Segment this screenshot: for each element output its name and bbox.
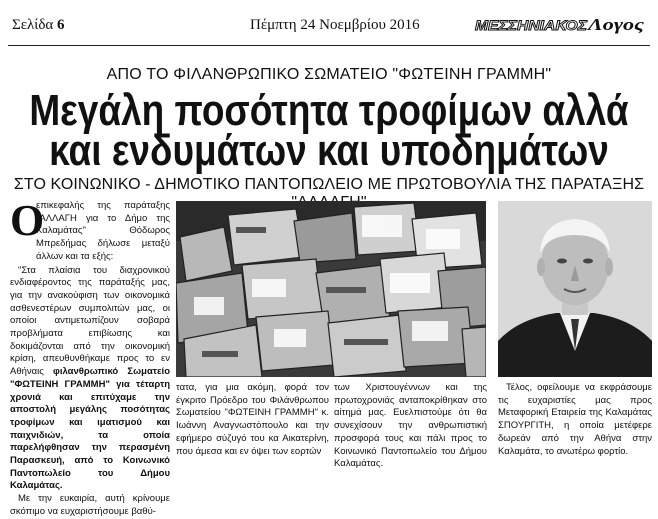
page-indicator bbox=[12, 17, 65, 34]
supertitle: ΑΠΟ ΤΟ ΦΙΛΑΝΘΡΩΠΙΚΟ ΣΩΜΑΤΕΙΟ "ΦΩΤΕΙΝΗ ΓΡΑΜΜΗ" bbox=[106, 66, 552, 83]
body-text-1-bold: φιλανθρωπικό Σωματείο "ΦΩΤΕΙΝΗ ΓΡΑΜΜΗ" για τέταρτη χρονιά και επιτύχαμε την αποστολή μεγάλης ποσότητας τροφίμων και ιματισμού και παιχνιδιών, τα οποία παρελήφθησαν την περασμένη Παρασκευή, από το Κοινωνικό Παντοπωλείο του Δήμου Καλαμάτας. bbox=[10, 366, 170, 492]
body-paragraph-2: Με την ευκαιρία, αυτή κρίνουμε σκόπιμο να ευχαριστήσουμε βαθύ- bbox=[10, 493, 170, 517]
body-paragraph-1 bbox=[10, 265, 170, 494]
newspaper-logo bbox=[474, 14, 646, 34]
logo-name-solid: Λογος bbox=[586, 15, 645, 34]
body-text-1: "Στα πλαίσια του διαχρονικού ενδιαφέροντος της παράταξής μας, για την ανακούφιση των οικονομικά ασθενεστέρων συμπολιτών μας, οι οποίοι αντιμετωπίζουν σοβαρά προβλήματα επιβίωσης και δοκιμάζονται από την οικονομική κρίση, απευθυνθήκαμε προς το εν Αθήναις bbox=[10, 264, 170, 378]
article-column-2 bbox=[176, 382, 329, 458]
article-column-1 bbox=[10, 196, 170, 519]
subtitle: ΣΤΟ ΚΟΙΝΩΝΙΚΟ - ΔΗΜΟΤΙΚΟ ΠΑΝΤΟΠΩΛΕΙΟ ΜΕ ΠΡΩΤΟΒΟΥΛΙΑ ΤΗΣ ΠΑΡΑΤΑΞΗΣ bbox=[13, 176, 645, 193]
lead-text: επικεφαλής της παράταξης "ΑΛΛΑΓΗ για το Δήμο της Καλαμάτας" Θόδωρος Μπρεδήμας δήλωσε μεταξύ άλλων και τα εξής: bbox=[36, 200, 170, 262]
boxes-photo bbox=[176, 201, 486, 377]
portrait-photo bbox=[498, 201, 652, 377]
page-number: 6 bbox=[57, 17, 65, 33]
headline-line-2: και ενδυμάτων και υποδημάτων bbox=[49, 126, 609, 175]
headline-line-1: Μεγάλη ποσότητα τροφίμων αλλά bbox=[29, 86, 629, 135]
boxes-image bbox=[176, 201, 486, 377]
masthead bbox=[8, 0, 650, 46]
drop-cap: Ο bbox=[10, 196, 45, 245]
column-2-text: τατα, για μια ακόμη, φορά τον έγκριτο Πρόεδρο του Φιλάνθρωπου Σωματείου "ΦΩΤΕΙΝΗ ΓΡΑΜΜΗ" κ. Ιωάννη Αναγνωστόπουλο και την εφήμερο σύζυγό του κα Αικατερίνη, που άμεσα και εν όψει των εορτών bbox=[176, 382, 329, 457]
column-4-text: Τέλος, οφείλουμε να εκφράσουμε τις ευχαριστίες μας προς Μεταφορική Εταιρεία της Καλαμάτας ΣΠΟΥΡΓΙΤΗ, η οποία μετέφερε δωρεάν από την Αθήνα στην Καλαμάτα, το ανωτέρω φορτίο. bbox=[498, 382, 652, 457]
logo-graphic bbox=[474, 14, 646, 34]
lead-paragraph bbox=[10, 196, 170, 264]
issue-date: Πέμπτη 24 Νοεμβρίου 2016 bbox=[250, 17, 420, 33]
article-column-4 bbox=[498, 382, 652, 458]
column-3-text: των Χριστουγέννων και της πρωτοχρονιάς ανταποκρίθηκαν στο αίτημά μας. Ευελπιστούμε ότι θα συνεχίσουν την ανθρωπιστική προσφορά τους και πάλι προς το Κοινωνικό Παντοπωλείο του Δήμου Καλαμάτας. bbox=[334, 382, 487, 470]
portrait-image bbox=[498, 201, 652, 377]
page-label: Σελίδα bbox=[12, 17, 54, 33]
article-column-3 bbox=[334, 382, 487, 471]
logo-name-outline: ΜΕΣΣΗΝΙΑΚΟΣ bbox=[475, 18, 589, 33]
header-rule bbox=[8, 45, 650, 46]
